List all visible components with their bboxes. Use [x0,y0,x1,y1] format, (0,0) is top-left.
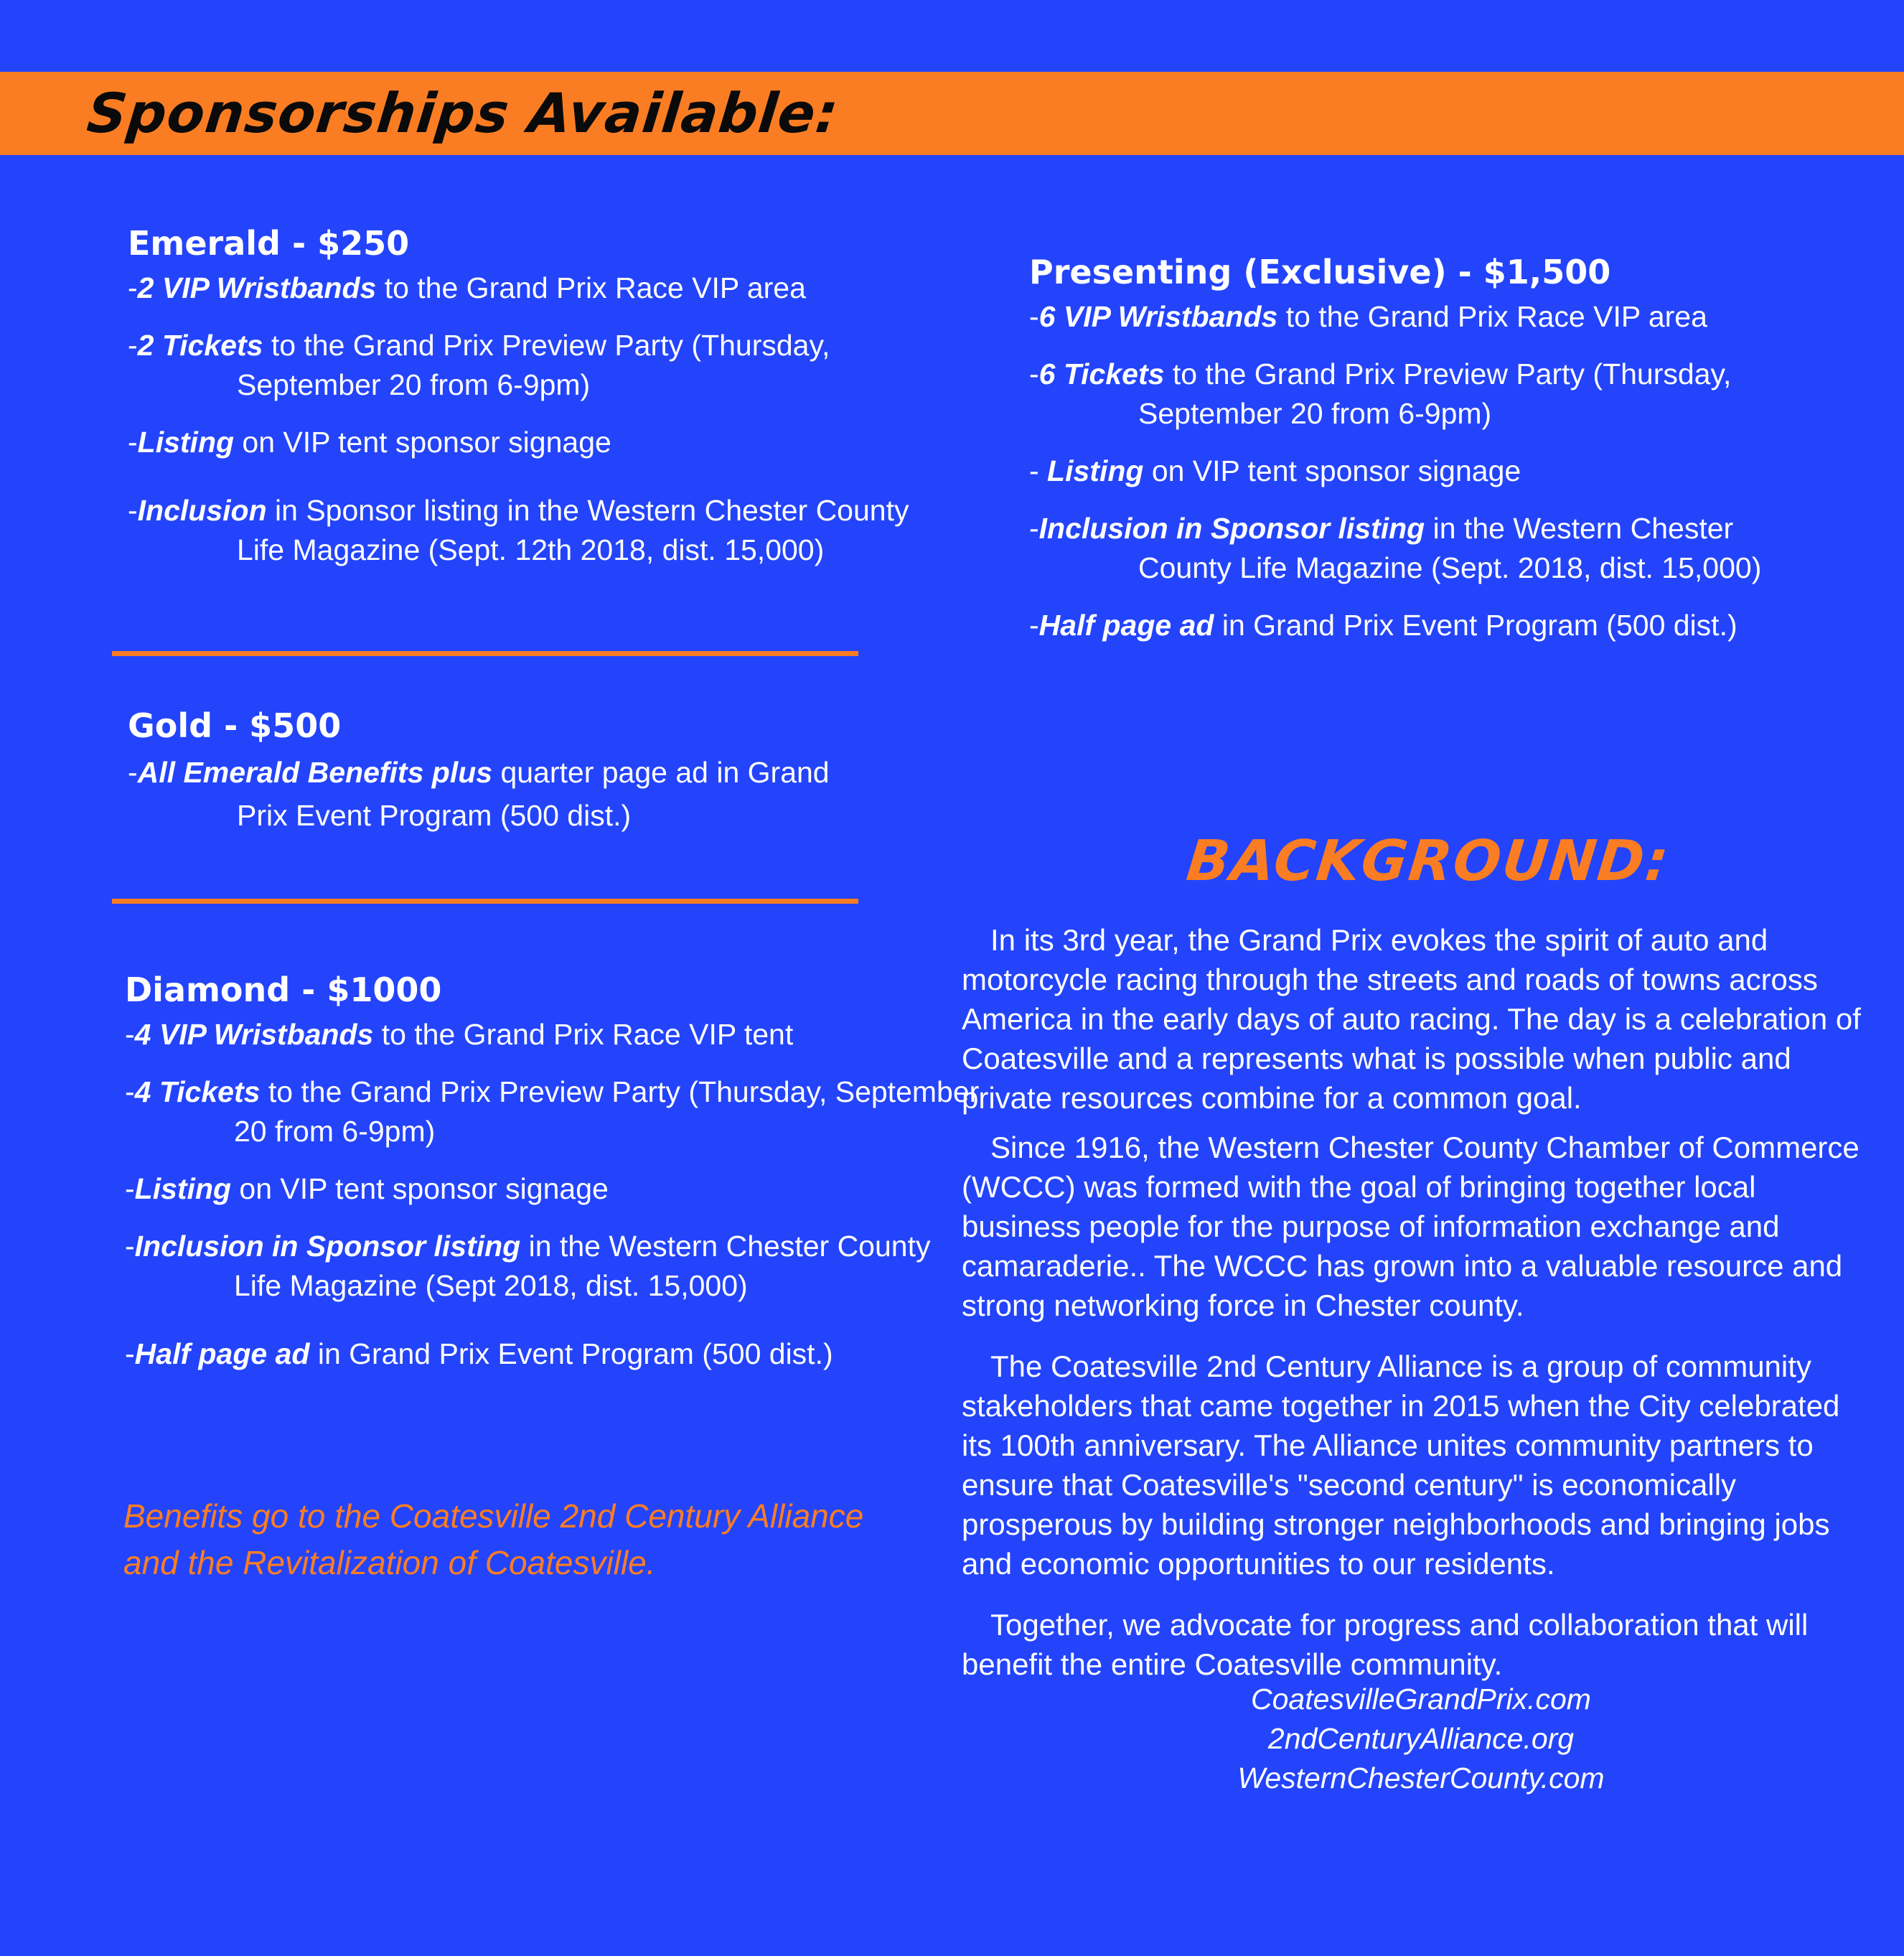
benefit-item: -4 VIP Wristbands to the Grand Prix Race VIP tent [125,1018,794,1051]
section-divider [112,899,858,904]
background-heading: BACKGROUND: [1183,829,1673,894]
benefit-item: -6 Tickets to the Grand Prix Preview Party (Thursday, September 20 from 6-9pm) [1029,357,1732,430]
tier-emerald [128,223,909,570]
tier-presenting [1029,251,1826,645]
benefit-item: -All Emerald Benefits plus quarter page ad in Grand Prix Event Program (500 dist.) [128,756,830,832]
website-links [1170,1680,1672,1798]
tier-title: Gold - $500 [128,706,342,745]
tier-title: Presenting (Exclusive) - $1,500 [1029,253,1611,291]
benefit-item: -Inclusion in Sponsor listing in the Western Chester County Life Magazine (Sept. 12th 2018, dist. 15,000) [128,494,909,566]
benefit-item: -Inclusion in Sponsor listing in the Western Chester County Life Magazine (Sept 2018, dist. 15,000) [125,1230,931,1302]
benefit-item: -Listing on VIP tent sponsor signage [128,426,611,459]
tier-title: Emerald - $250 [128,224,410,263]
background-paragraph: Since 1916, the Western Chester County Chamber of Commerce (WCCC) was formed with the goal of bringing together local business people for the purpose of information exchange and camaraderie.. The WCCC has grown into a valuable resource and strong networking force in Chester county. [962,1131,1860,1322]
tagline: Benefits go to the Coatesville 2nd Century Alliance and the Revitalization of Coatesville. [123,1497,864,1581]
section-divider [112,651,858,656]
benefit-item: -2 VIP Wristbands to the Grand Prix Race VIP area [128,271,806,304]
background-paragraph: In its 3rd year, the Grand Prix evokes the spirit of auto and motorcycle racing through the streets and roads of towns across America in the early days of auto racing. The day is a celebration of Coatesville and a represents what is possible when public and private resources combine for a common goal. [962,923,1861,1115]
background-paragraph: The Coatesville 2nd Century Alliance is a group of community stakeholders that came together in 2015 when the City celebrated its 100th anniversary. The Alliance unites community partners to ensure that Coatesville's "second century" is economically prosperous by building stronger neighborhoods and bringing jobs and economic opportunities to our residents. [962,1349,1840,1581]
page-title: Sponsorships Available: [84,81,842,145]
benefit-item: -6 VIP Wristbands to the Grand Prix Race VIP area [1029,300,1707,333]
tier-diamond [125,969,980,1374]
benefit-item: - Listing on VIP tent sponsor signage [1029,454,1521,487]
benefit-item: -4 Tickets to the Grand Prix Preview Party (Thursday, September 20 from 6-9pm) [125,1075,980,1148]
tier-title: Diamond - $1000 [125,970,442,1009]
link-coatesville-grand-prix[interactable]: CoatesvilleGrandPrix.com [1251,1683,1591,1716]
benefit-item: -Inclusion in Sponsor listing in the Western Chester County Life Magazine (Sept. 2018, dist. 15,000) [1029,512,1762,584]
header-banner [0,72,1904,155]
tier-gold [128,705,860,837]
benefit-item: -2 Tickets to the Grand Prix Preview Party (Thursday, September 20 from 6-9pm) [128,329,830,401]
benefit-item: -Listing on VIP tent sponsor signage [125,1172,609,1205]
benefit-item: -Half page ad in Grand Prix Event Program (500 dist.) [1029,609,1737,642]
benefit-item: -Half page ad in Grand Prix Event Program (500 dist.) [125,1337,833,1370]
background-paragraph: Together, we advocate for progress and collaboration that will benefit the entire Coatesville community. [962,1608,1809,1681]
background-text [962,920,1873,1684]
link-western-chester-county[interactable]: WesternChesterCounty.com [1237,1761,1605,1794]
link-2nd-century-alliance[interactable]: 2ndCenturyAlliance.org [1267,1722,1575,1755]
